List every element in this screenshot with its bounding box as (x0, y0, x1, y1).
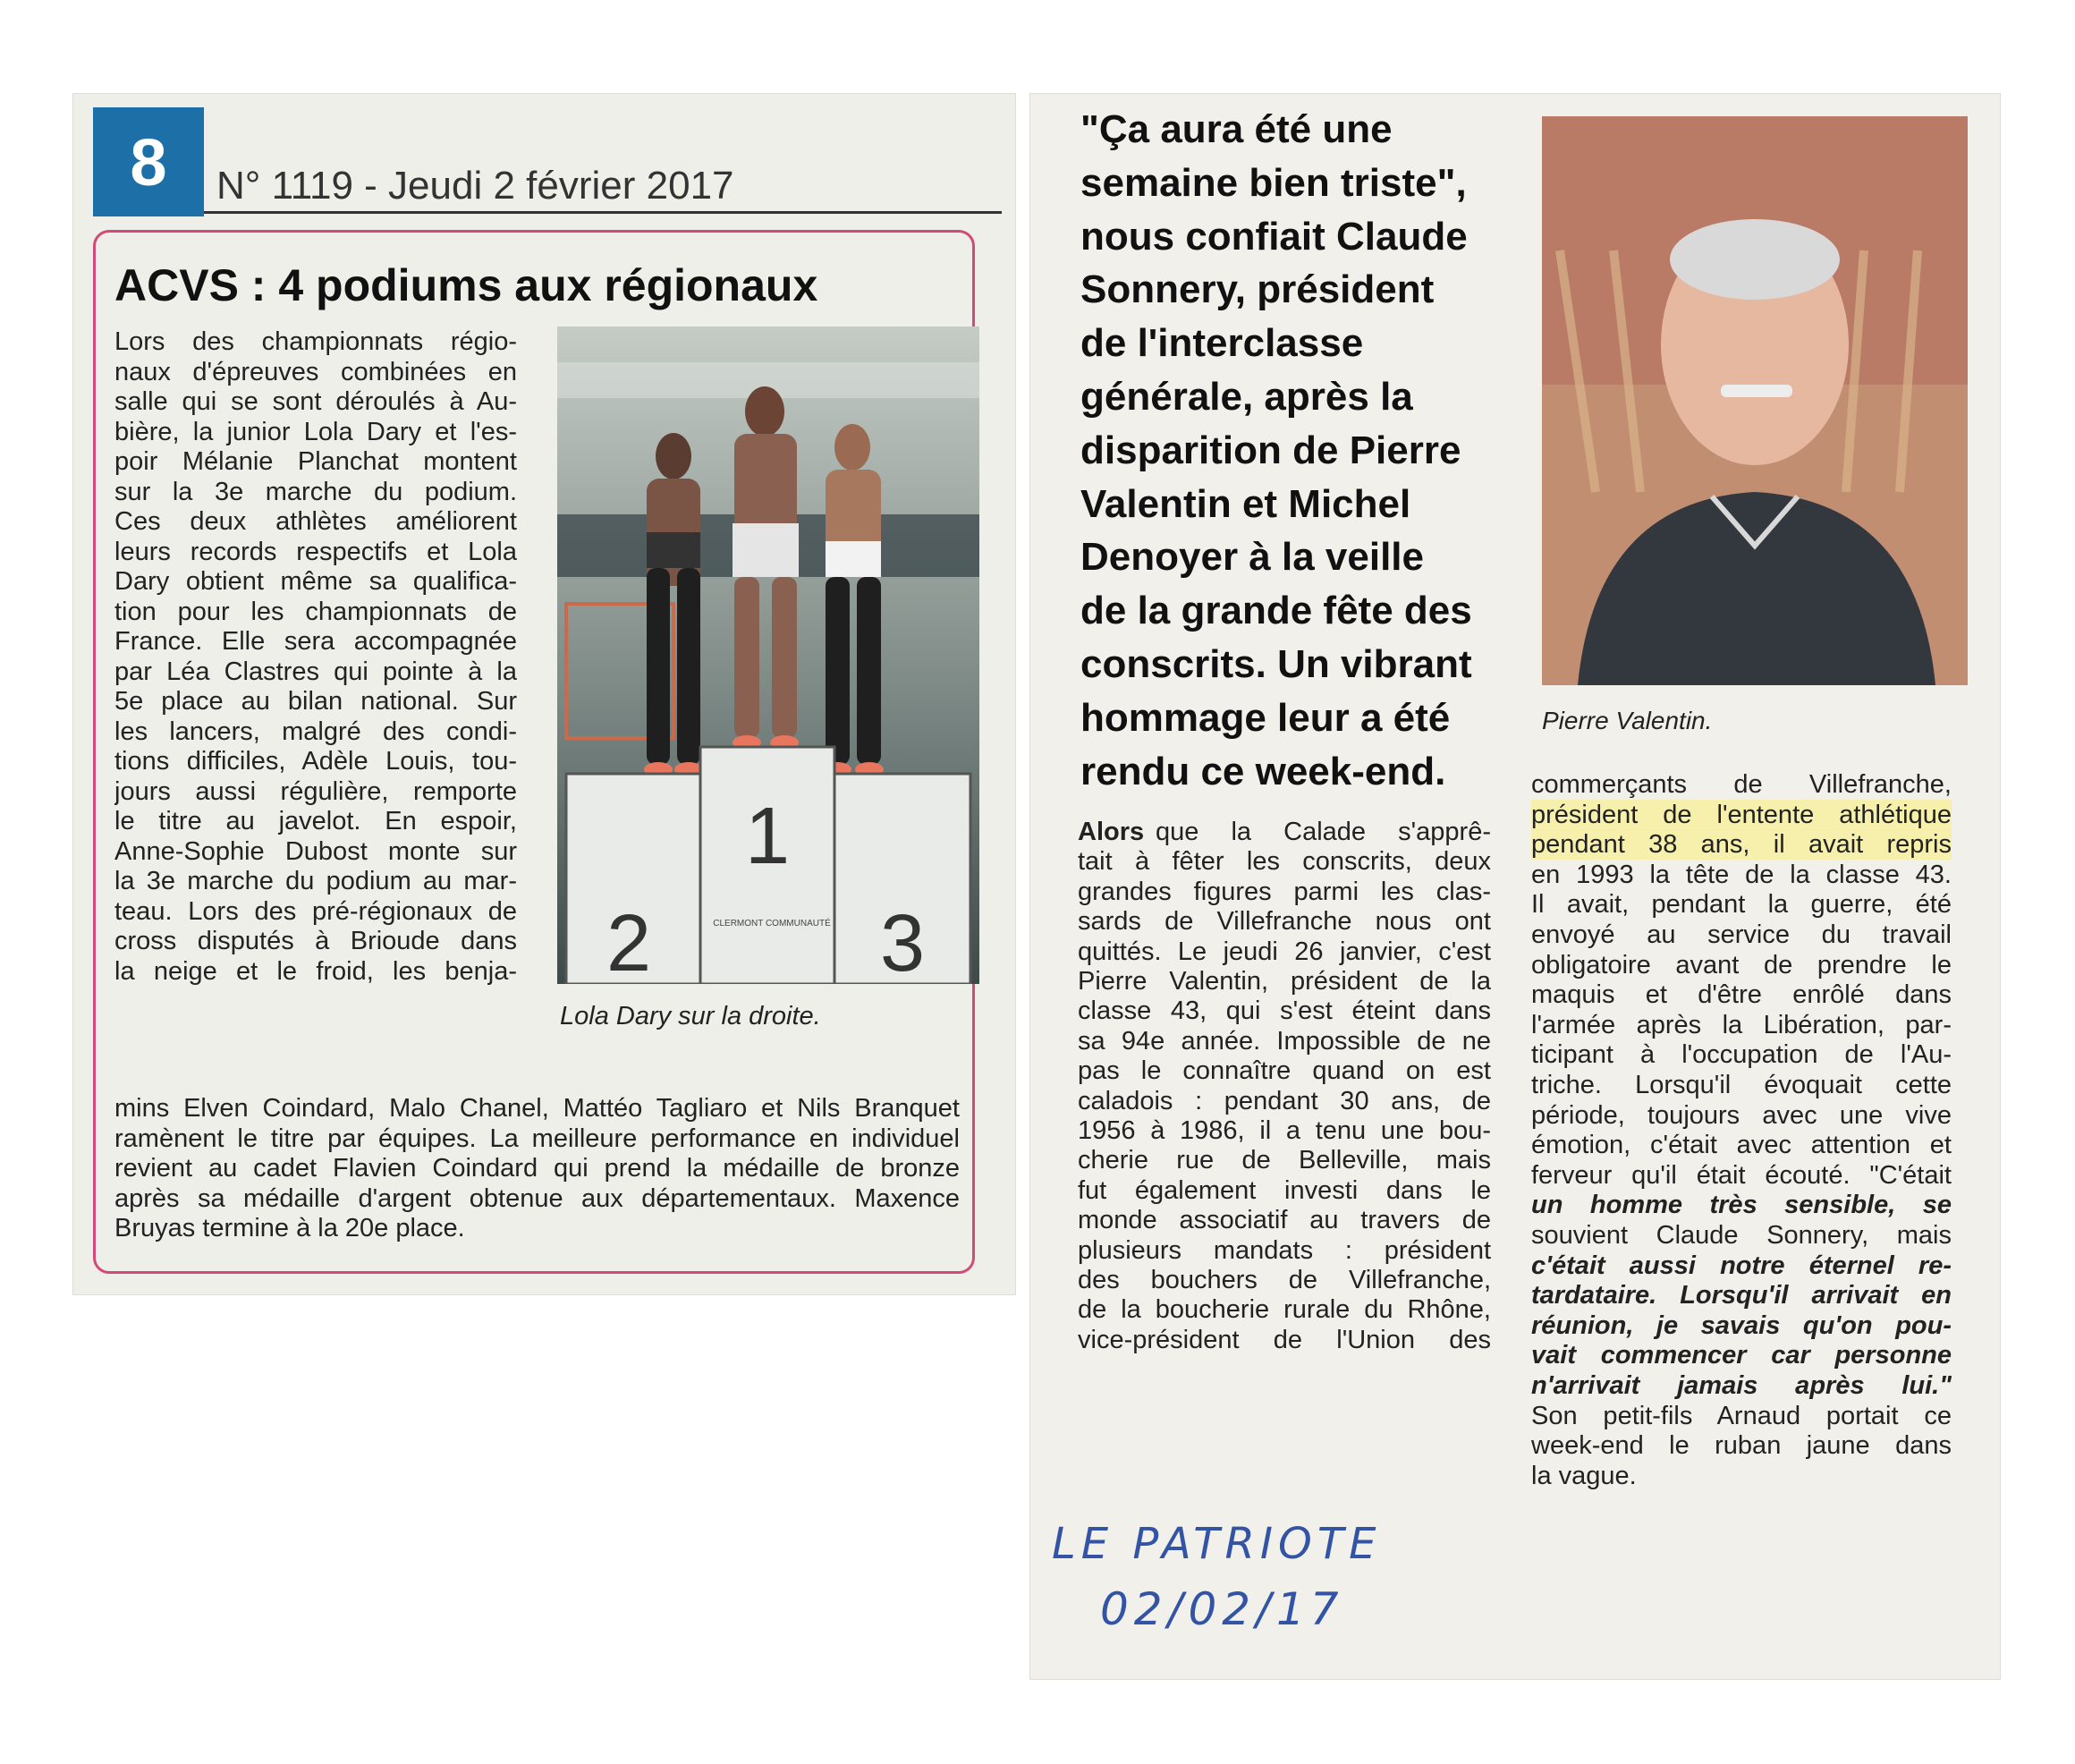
text-line: maquis et d'être enrôlé dans (1531, 980, 1952, 1010)
text-line: Il avait, pendant la guerre, été (1531, 890, 1952, 920)
text-line: par Léa Clastres qui pointe à la (114, 657, 517, 686)
quote-line: nous confiait Claude (1080, 214, 1468, 259)
quote-line: générale, après la (1080, 375, 1413, 419)
text-line: 5e place au bilan national. Sur (114, 687, 517, 716)
text-line: Anne-Sophie Dubost monte sur (114, 836, 517, 866)
text-line: envoyé au service du travail (1531, 920, 1952, 949)
text-line: que la Calade s'apprê- (1156, 818, 1491, 846)
quote-line: hommage leur a été (1080, 695, 1451, 740)
text-line: vait commencer car personne (1531, 1341, 1952, 1370)
podium-number-1: 1 (744, 792, 791, 881)
text-line: sur la 3e marche du podium. (114, 477, 517, 506)
text-line: monde associatif au travers de (1078, 1206, 1491, 1235)
podium-photo-illustration (557, 327, 979, 984)
podium-sponsor-logo: CLERMONT COMMUNAUTÉ (713, 919, 831, 929)
quote-line: Denoyer à la veille (1080, 535, 1424, 580)
text-line: c'était aussi notre éternel re- (1531, 1251, 1952, 1280)
text-line: plusieurs mandats : président (1078, 1235, 1491, 1265)
text-line: tardataire. Lorsqu'il arrivait en (1531, 1281, 1952, 1310)
text-line: sa 94e année. Impossible de ne (1078, 1026, 1491, 1056)
podium-number-3: 3 (879, 899, 926, 984)
text-line: n'arrivait jamais après lui." (1531, 1371, 1952, 1400)
handwritten-source: LE PATRIOTE (1052, 1519, 1382, 1569)
text-line: Ces deux athlètes améliorent (114, 507, 517, 536)
text-line: salle qui se sont déroulés à Au- (114, 387, 517, 416)
text-line: président de l'entente athlétique (1531, 800, 1952, 829)
text-line: Dary obtient même sa qualifica- (114, 567, 517, 596)
text-line: le titre au javelot. En espoir, (114, 807, 517, 835)
handwritten-date: 02/02/17 (1100, 1583, 1344, 1635)
text-line: souvient Claude Sonnery, mais (1531, 1221, 1952, 1250)
text-line: leurs records respectifs et Lola (114, 537, 517, 566)
quote-line: "Ça aura été une (1080, 107, 1393, 151)
quote-line: disparition de Pierre (1080, 428, 1461, 472)
text-line: sards de Villefranche nous ont (1078, 907, 1491, 937)
text-line: pendant 38 ans, il avait repris (1531, 830, 1952, 860)
page-number-badge: 8 (93, 107, 204, 216)
quote-line: de la grande fête des (1080, 589, 1472, 633)
text-line: période, toujours avec une vive (1531, 1100, 1952, 1130)
text-line: teau. Lors des pré-régionaux de (114, 896, 517, 926)
text-line: de la boucherie rurale du Rhône, (1078, 1295, 1491, 1325)
text-line: la neige et le froid, les benja- (114, 956, 517, 986)
text-line: quittés. Le jeudi 26 janvier, c'est (1078, 937, 1491, 966)
text-line: bière, la junior Lola Dary et l'es- (114, 417, 517, 446)
portrait-illustration (1542, 116, 1968, 685)
text-line: Pierre Valentin, président de la (1078, 967, 1491, 996)
text-line: Lors des championnats régio- (114, 327, 517, 356)
text-line: des bouchers de Villefranche, (1078, 1266, 1491, 1294)
text-line: ferveur qu'il était écouté. "C'était (1531, 1160, 1952, 1190)
text-line: poir Mélanie Planchat montent (114, 447, 517, 476)
text-line: réunion, je savais qu'on pou- (1531, 1310, 1952, 1340)
text-line: triche. Lorsqu'il évoquait cette (1531, 1071, 1952, 1099)
header-rule (204, 211, 1002, 214)
text-line: Son petit-fils Arnaud portait ce (1531, 1401, 1952, 1430)
text-line: pas le connaître quand on est (1078, 1056, 1491, 1086)
text-line: fut également investi dans le (1078, 1175, 1491, 1205)
text-line: classe 43, qui s'est éteint dans (1078, 996, 1491, 1026)
quote-line: rendu ce week-end. (1080, 749, 1446, 793)
text-line: un homme très sensible, se (1531, 1191, 1952, 1220)
podium-photo (557, 327, 979, 984)
quote-line: de l'interclasse (1080, 321, 1364, 366)
quote-line: Valentin et Michel (1080, 481, 1411, 526)
quote-line: Sonnery, président (1080, 267, 1435, 312)
text-line: cross disputés à Brioude dans (114, 927, 517, 955)
text-line: tions difficiles, Adèle Louis, tou- (114, 747, 517, 776)
text-line: cherie rue de Belleville, mais (1078, 1146, 1491, 1175)
text-line: tion pour les championnats de (114, 597, 517, 626)
text-line: grandes figures parmi les clas- (1078, 877, 1491, 906)
text-line: vice-président de l'Union des (1078, 1325, 1491, 1354)
text-line: revient au cadet Flavien Coindard qui prend la médaille de bronze (114, 1154, 960, 1183)
text-line: week-end le ruban jaune dans (1531, 1431, 1952, 1461)
article-headline: ACVS : 4 podiums aux régionaux (114, 260, 818, 310)
text-line: naux d'épreuves combinées en (114, 357, 517, 386)
text-line: la vague. (1531, 1461, 1637, 1490)
text-line: obligatoire avant de prendre le (1531, 950, 1952, 980)
lead-word: Alors (1078, 818, 1145, 846)
text-line: ticipant à l'occupation de l'Au- (1531, 1040, 1952, 1070)
text-line: mins Elven Coindard, Malo Chanel, Mattéo Tagliaro et Nils Branquet (114, 1094, 960, 1123)
portrait-caption: Pierre Valentin. (1542, 707, 1713, 734)
text-line: Bruyas termine à la 20e place. (114, 1214, 465, 1242)
text-line: France. Elle sera accompagnée (114, 627, 517, 656)
photo-caption: Lola Dary sur la droite. (560, 1002, 821, 1030)
text-line: caladois : pendant 30 ans, de (1078, 1086, 1491, 1115)
portrait-photo (1542, 116, 1968, 685)
text-line: l'armée après la Libération, par- (1531, 1010, 1952, 1039)
text-line: les lancers, malgré des condi- (114, 717, 517, 746)
quote-line: conscrits. Un vibrant (1080, 642, 1472, 686)
text-line: émotion, c'était avec attention et (1531, 1131, 1952, 1160)
text-line: tait à fêter les conscrits, deux (1078, 847, 1491, 877)
quote-line: semaine bien triste", (1080, 160, 1467, 205)
text-line: 1956 à 1986, il a tenu une bou- (1078, 1116, 1491, 1145)
text-line: ramènent le titre par équipes. La meilleure performance en individuel (114, 1124, 960, 1153)
text-line: jours aussi régulière, remporte (114, 776, 517, 806)
text-line: en 1993 la tête de la classe 43. (1531, 860, 1952, 889)
text-line: la 3e marche du podium au mar- (114, 867, 517, 895)
issue-line: N° 1119 - Jeudi 2 février 2017 (216, 164, 734, 208)
text-line: commerçants de Villefranche, (1531, 770, 1952, 799)
text-line: après sa médaille d'argent obtenue aux départementaux. Maxence (114, 1183, 960, 1213)
podium-number-2: 2 (606, 899, 652, 984)
